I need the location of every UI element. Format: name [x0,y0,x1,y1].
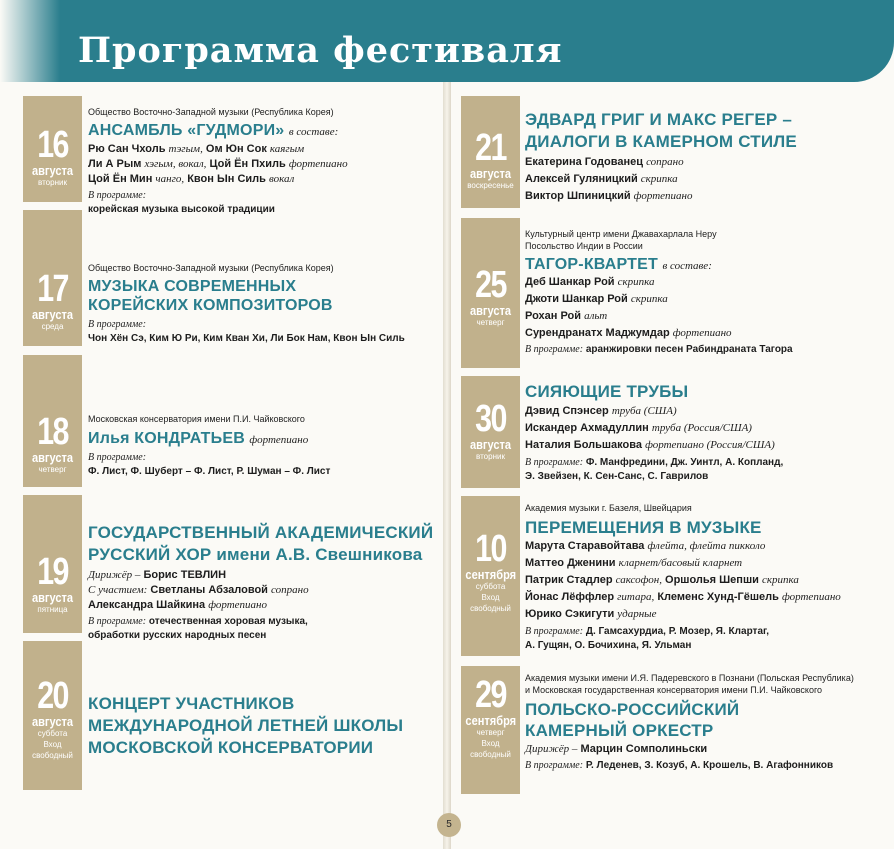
page-number: 5 [437,813,461,837]
performer-role: сопрано [646,156,684,168]
event-title-suffix: фортепиано [249,434,309,446]
performer-name: Искандер Ахмадуллин [525,422,649,434]
date-day: 10 [475,528,506,570]
event-29 [525,672,854,773]
program-label-text: В программе: [88,452,147,463]
performer-name: Наталия Большакова [525,439,642,451]
date-weekday: суббота [475,582,506,591]
program-line [88,615,433,629]
performer-line [88,157,348,172]
performer-line [525,607,841,622]
program-text: Ф. Манфредини, Дж. Уинтл, А. Копланд, [585,457,784,468]
performer-line [525,292,793,307]
conductor-line [88,568,433,583]
event-organizer: Академия музыки имени И.Я. Падеревского в Познани (Польская Республика) [525,673,854,683]
event-organizer: Общество Восточно-Западной музыки (Республика Корея) [88,263,334,273]
performer-name: Цой Ён Мин [88,173,153,185]
event-10 [525,502,841,653]
performer-name: Цой Ён Пхиль [209,158,286,170]
event-21 [525,109,797,204]
date-weekday: Вход [481,593,500,602]
performer-name: Виктор Шпиницкий [525,190,631,202]
event-organizer: Московская консерватория имени П.И. Чайковского [88,414,305,424]
performer-name: Дэвид Спэнсер [525,405,609,417]
performer-role: фортепиано [633,190,693,202]
event-title-suffix: в составе: [288,126,339,138]
date-weekday: среда [41,322,64,331]
participant-name: Светланы Абзаловой [150,584,268,596]
performer-role: вокал [268,173,295,185]
date-day: 25 [475,264,506,306]
date-month: сентября [465,713,517,728]
event-organizer: и Московская государственная консерватория имени П.И. Чайковского [525,685,823,695]
performer-line [525,404,783,419]
performer-line [525,421,783,436]
date-month: августа [31,450,74,465]
performer-name: Юрико Сэкигути [525,608,615,620]
event-title-text: Илья КОНДРАТЬЕВ [88,430,245,447]
date-weekday: свободный [470,750,511,759]
date-weekday: свободный [470,604,511,613]
event-organizer: Культурный центр имени Джавахарлала Неру [525,229,717,239]
performer-role: кларнет/басовый кларнет [618,557,743,569]
event-organizer: Общество Восточно-Западной музыки (Республика Корея) [88,107,334,117]
event-title: КОРЕЙСКИХ КОМПОЗИТОРОВ [88,297,333,314]
performer-line [525,573,841,588]
date-weekday: четверг [476,318,505,327]
performer-role: флейта, флейта пикколо [647,540,766,552]
banner-fade [0,0,60,82]
program-text: Э. Звейзен, К. Сен-Санс, С. Гаврилов [525,471,709,482]
event-title [88,429,330,448]
date-tab-29 [461,666,520,794]
performer-name: Марута Старавойтава [525,540,645,552]
performer-line [525,275,793,290]
date-day: 29 [475,674,506,716]
date-tab-17 [23,210,82,346]
date-tab-25 [461,218,520,368]
event-30 [525,381,783,484]
date-month: августа [31,590,74,605]
performer-line [88,142,348,157]
program-label: В программе: [88,616,147,627]
date-day: 17 [37,268,68,310]
date-weekday: свободный [32,751,73,760]
performer-role: фортепиано [781,591,841,603]
event-title: СИЯЮЩИЕ ТРУБЫ [525,382,689,401]
event-title: КАМЕРНЫЙ ОРКЕСТР [525,721,714,740]
program-text: аранжировки песен Рабиндраната Тагора [585,344,793,355]
performer-line [525,172,797,187]
date-day: 18 [37,411,68,453]
program-text: обработки русских народных песен [88,630,267,641]
event-title-text: АНСАМБЛЬ «ГУДМОРИ» [88,122,285,139]
performer-role: скрипка [617,276,655,288]
program-line [525,456,783,470]
participants-label: С участием: [88,584,148,596]
performer-line [525,590,841,605]
performer-name: Рохан Рой [525,310,581,322]
performer-role: труба (США) [611,405,677,417]
performer-name: Екатерина Годованец [525,156,643,168]
date-weekday: вторник [38,178,67,187]
program-label: В программе: [525,626,584,637]
date-day: 19 [37,551,68,593]
program-line [525,343,793,357]
event-title-suffix: в составе: [662,260,712,272]
event-organizer: Академия музыки г. Базеля, Швейцария [525,503,692,513]
performer-role: саксофон, [615,574,662,586]
date-tab-10 [461,496,520,656]
event-19 [88,522,433,643]
performer-name: Алексей Гуляницкий [525,173,638,185]
program-text: А. Гущян, О. Бочихина, Я. Ульман [525,640,692,651]
date-weekday: суббота [37,729,68,738]
event-title [525,255,793,274]
event-25 [525,228,793,357]
performer-line [525,438,783,453]
participant-name: Александра Шайкина [88,599,206,611]
date-weekday: воскресенье [467,181,514,190]
performer-name: Патрик Стадлер [525,574,613,586]
date-day: 20 [37,675,68,717]
event-title: ГОСУДАРСТВЕННЫЙ АКАДЕМИЧЕСКИЙ [88,523,434,542]
performer-role: ударные [617,608,657,620]
date-month: августа [31,307,74,322]
performer-line [525,189,797,204]
event-title-text: ТАГОР-КВАРТЕТ [525,256,658,273]
program-text: Д. Гамсахурдиа, Р. Мозер, Я. Клартаг, [585,626,770,637]
performer-role: гитара, [617,591,655,603]
program-label [88,451,330,465]
date-tab-21 [461,96,520,208]
event-title: КОНЦЕРТ УЧАСТНИКОВ [88,694,295,713]
performer-line [525,326,793,341]
event-18 [88,413,330,479]
date-tab-19 [23,495,82,633]
performer-role: скрипка [761,574,799,586]
date-month: августа [31,163,74,178]
performer-role: хэгым, вокал, [144,158,207,170]
program-text: Р. Леденев, З. Козуб, А. Крошель, В. Агафонников [585,760,834,771]
date-tab-18 [23,355,82,487]
performer-name: Квон Ын Силь [187,173,266,185]
participant-role: сопрано [271,584,309,596]
performer-role: скрипка [630,293,668,305]
event-title: МОСКОВСКОЙ КОНСЕРВАТОРИИ [88,738,374,757]
performer-role: каягым [269,143,305,155]
performer-line [525,556,841,571]
date-month: августа [469,437,512,452]
performer-role: альт [584,310,608,322]
participants-line [88,583,433,598]
program-label: В программе: [525,760,584,771]
conductor-label: Дирижёр – [88,569,141,581]
performer-name: Йонас Лёффлер [525,591,615,603]
event-title: РУССКИЙ ХОР имени А.В. Свешникова [88,545,423,564]
page-fold [443,82,451,849]
event-20 [88,693,403,759]
date-weekday: Вход [43,740,62,749]
date-weekday: пятница [37,605,68,614]
event-organizer: Посольство Индии в России [525,241,643,251]
performer-name: Маттео Дженини [525,557,616,569]
performer-role: скрипка [640,173,678,185]
performer-role: чанго, [155,173,185,185]
program-line [525,625,841,639]
performer-role: труба (Россия/США) [651,422,752,434]
date-weekday: вторник [476,452,505,461]
program-text: отечественная хоровая музыка, [148,616,308,627]
program-label-text: В программе: [88,319,147,330]
date-month: августа [469,303,512,318]
performer-role: фортепиано (Россия/США) [645,439,775,451]
program-label [88,189,348,203]
performer-name: Клеменс Хунд-Гёшель [657,591,779,603]
performer-role: фортепиано [288,158,348,170]
performer-line [525,309,793,324]
date-month: сентября [465,567,517,582]
program-text: Ф. Лист, Ф. Шуберт – Ф. Лист, Р. Шуман – Ф. Лист [88,466,331,477]
event-title [88,121,348,140]
performer-line [525,155,797,170]
program-text: корейская музыка высокой традиции [88,204,275,215]
conductor-name: Марцин Сомполиньски [580,743,708,755]
performer-role: фортепиано [672,327,732,339]
event-title: МУЗЫКА СОВРЕМЕННЫХ [88,278,297,295]
page-title: Программа фестиваля [78,30,563,71]
participant-role: фортепиано [208,599,267,611]
event-title: ЭДВАРД ГРИГ И МАКС РЕГЕР – [525,110,793,129]
conductor-label: Дирижёр – [525,743,578,755]
conductor-name: Борис ТЕВЛИН [143,569,227,581]
performer-name: Ом Юн Сок [205,143,267,155]
program-text: Чон Хён Сэ, Ким Ю Ри, Ким Кван Хи, Ли Бок Нам, Квон Ын Силь [88,333,405,344]
date-tab-16 [23,96,82,202]
event-title: МЕЖДУНАРОДНОЙ ЛЕТНЕЙ ШКОЛЫ [88,716,404,735]
date-weekday: четверг [38,465,67,474]
performer-name: Ли А Рым [88,158,142,170]
performer-name: Джоти Шанкар Рой [525,293,628,305]
date-tab-30 [461,376,520,488]
program-line [525,759,854,773]
participants-line [88,598,433,613]
performer-role: тэгым, [168,143,203,155]
performer-name: Деб Шанкар Рой [525,276,615,288]
performer-name: Сурендранатх Маджумдар [525,327,670,339]
date-day: 16 [37,124,68,166]
performer-line [88,172,348,187]
event-title: ПОЛЬСКО-РОССИЙСКИЙ [525,700,740,719]
performer-line [525,539,841,554]
event-17 [88,262,405,346]
conductor-line [525,742,854,757]
date-day: 21 [475,127,506,169]
date-month: августа [469,166,512,181]
event-title: ДИАЛОГИ В КАМЕРНОМ СТИЛЕ [525,132,797,151]
event-title: ПЕРЕМЕЩЕНИЯ В МУЗЫКЕ [525,518,762,537]
program-label: В программе: [525,457,584,468]
program-label-text: В программе: [88,190,147,201]
date-day: 30 [475,398,506,440]
performer-name: Оршолья Шепши [665,574,759,586]
program-label [88,318,405,332]
performer-name: Рю Сан Чхоль [88,143,166,155]
date-month: августа [31,714,74,729]
date-weekday: Вход [481,739,500,748]
date-tab-20 [23,641,82,790]
program-label: В программе: [525,344,584,355]
date-weekday: четверг [476,728,505,737]
event-16 [88,106,348,217]
